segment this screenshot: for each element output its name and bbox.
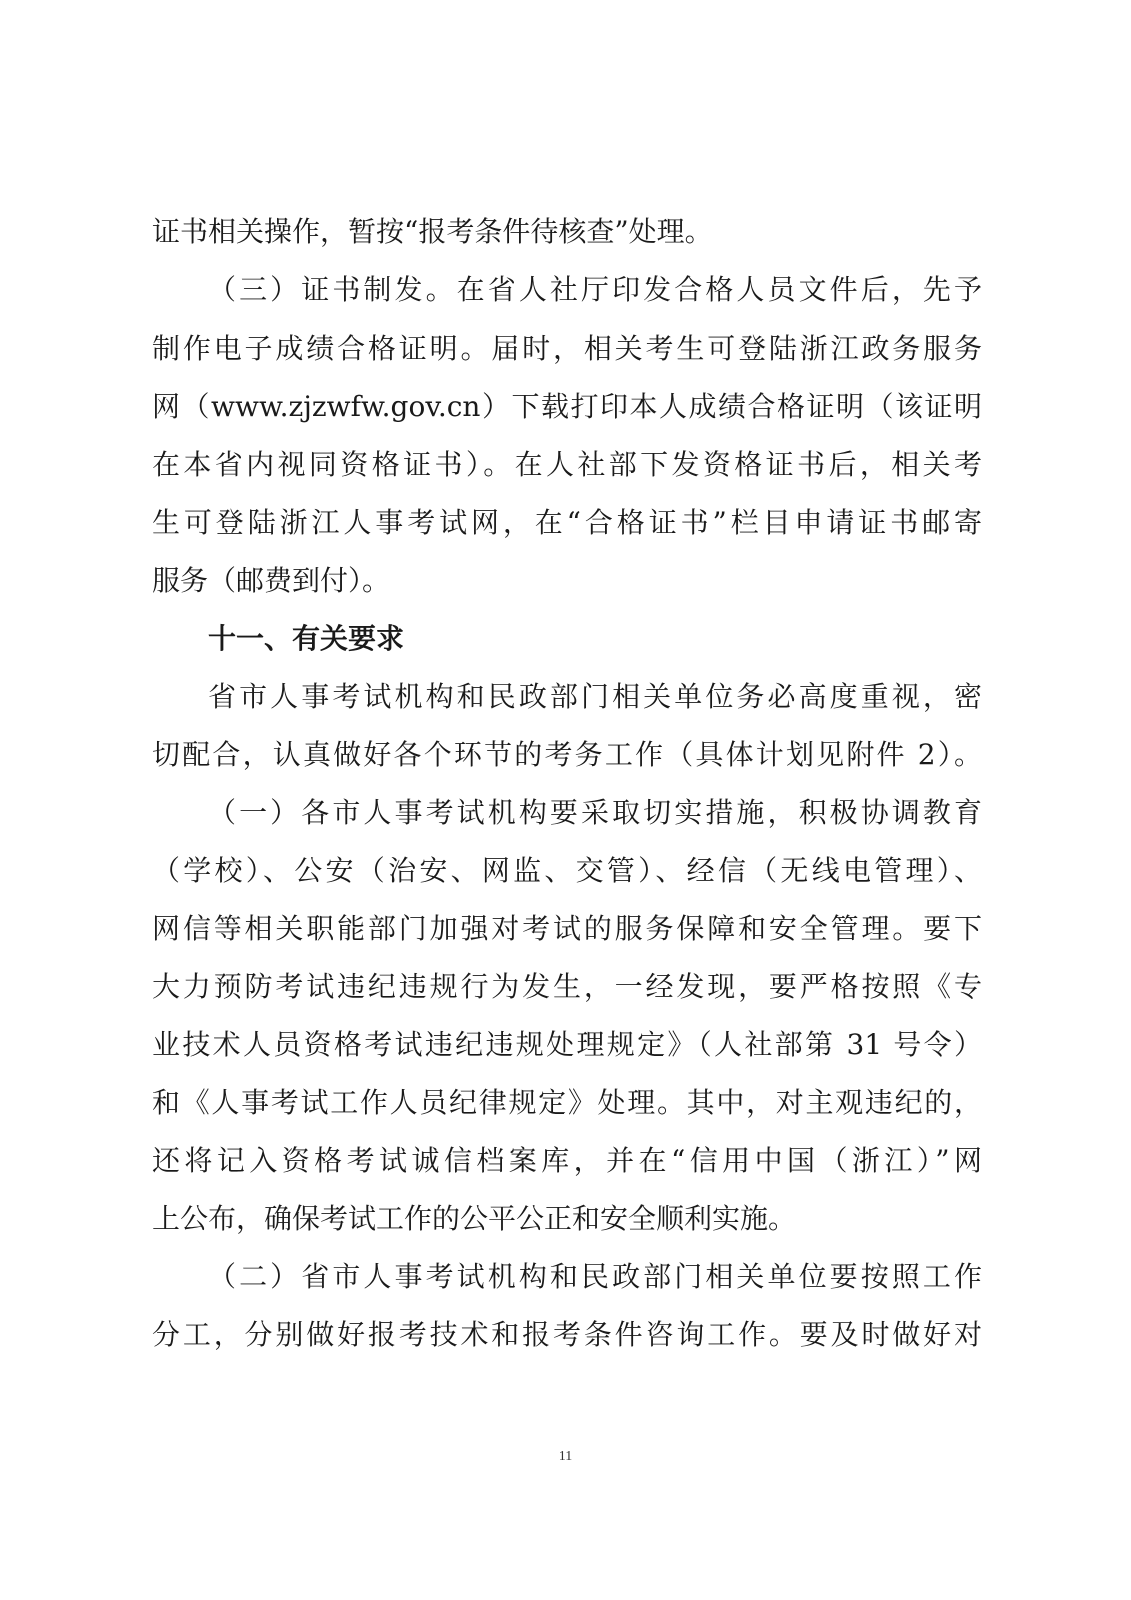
- body-line-4: 网（www.zjzwfw.gov.cn）下载打印本人成绩合格证明（该证明: [152, 390, 982, 423]
- body-line-15: 业技术人员资格考试违纪违规处理规定》（人社部第 31 号令）: [152, 1028, 982, 1061]
- body-line-16: 和《人事考试工作人员纪律规定》处理。其中，对主观违纪的，: [152, 1086, 982, 1119]
- body-line-10: 切配合，认真做好各个环节的考务工作（具体计划见附件 2）。: [152, 738, 982, 771]
- body-line-7: 服务（邮费到付）。: [152, 564, 391, 597]
- body-line-13: 网信等相关职能部门加强对考试的服务保障和安全管理。要下: [152, 912, 982, 945]
- body-line-2: （三）证书制发。在省人社厅印发合格人员文件后，先予: [208, 273, 982, 306]
- body-line-17: 还将记入资格考试诚信档案库，并在“信用中国（浙江）”网: [152, 1144, 982, 1177]
- body-line-1: 证书相关操作，暂按“报考条件待核查”处理。: [152, 215, 713, 248]
- body-line-3: 制作电子成绩合格证明。届时，相关考生可登陆浙江政务服务: [152, 332, 982, 365]
- body-line-6: 生可登陆浙江人事考试网，在“合格证书”栏目申请证书邮寄: [152, 506, 982, 539]
- body-line-9: 省市人事考试机构和民政部门相关单位务必高度重视，密: [208, 680, 982, 713]
- body-line-12: （学校）、公安（治安、网监、交管）、经信（无线电管理）、: [152, 854, 982, 887]
- body-line-11: （一）各市人事考试机构要采取切实措施，积极协调教育: [208, 796, 982, 829]
- page-number: 11: [558, 1449, 573, 1464]
- section-heading: 十一、有关要求: [208, 622, 405, 655]
- body-line-20: 分工，分别做好报考技术和报考条件咨询工作。要及时做好对: [152, 1318, 982, 1351]
- body-line-14: 大力预防考试违纪违规行为发生，一经发现，要严格按照《专: [152, 970, 982, 1003]
- body-line-18: 上公布，确保考试工作的公平公正和安全顺利实施。: [152, 1202, 797, 1235]
- body-line-5: 在本省内视同资格证书）。在人社部下发资格证书后，相关考: [152, 448, 982, 481]
- body-line-19: （二）省市人事考试机构和民政部门相关单位要按照工作: [208, 1260, 982, 1293]
